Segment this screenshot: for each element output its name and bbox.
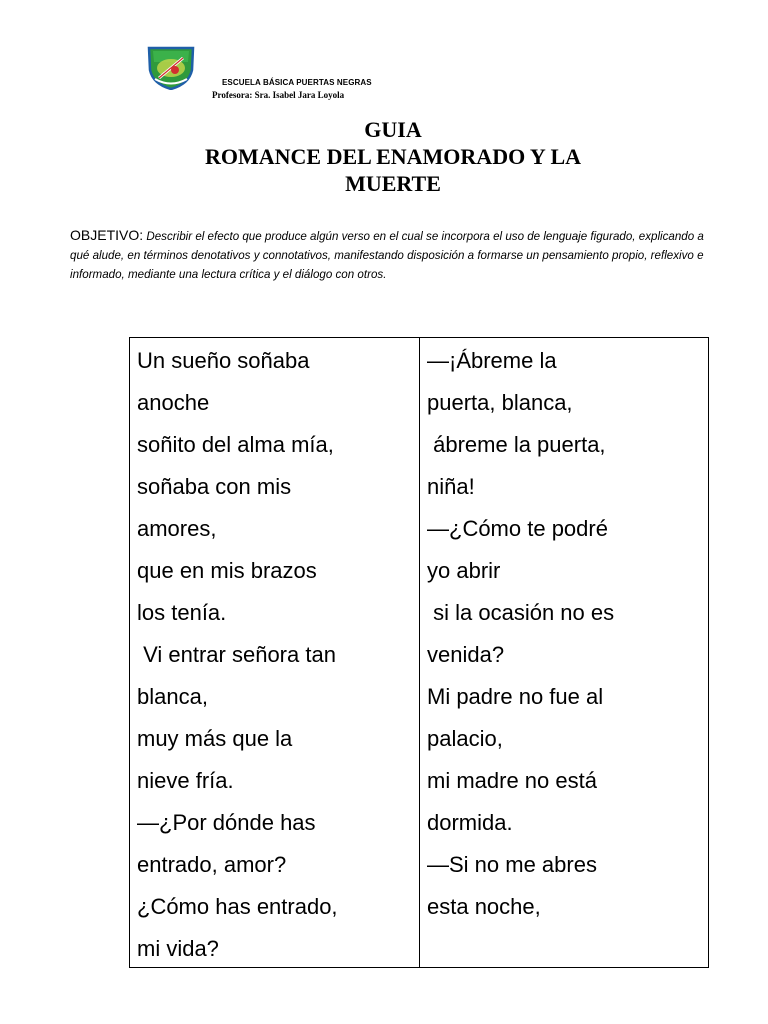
- poem-line: puerta, blanca,: [427, 390, 573, 415]
- objective-paragraph: [70, 226, 710, 284]
- poem-line: los tenía.: [137, 600, 227, 625]
- poem-line: nieve fría.: [137, 768, 234, 793]
- poem-line: ¿Cómo has entrado,: [137, 894, 338, 919]
- objective-text: Describir el efecto que produce algún verso en el cual se incorpora el uso de lenguaje figurado, explicando a qué alude, en términos denotativos y connotativos, manifestando disposición a formarse un pensamiento propio, reflexivo e informado, mediante una lectura crítica y el diálogo con otros.: [70, 230, 704, 281]
- poem-line: blanca,: [137, 684, 208, 709]
- poem-line: Un sueño soñaba: [137, 348, 310, 373]
- title-line-1: GUIA: [364, 117, 422, 142]
- poem-line: ábreme la puerta,: [427, 432, 606, 457]
- poem-line: Mi padre no fue al: [427, 684, 604, 709]
- school-logo-icon: [145, 44, 197, 90]
- poem-line: esta noche,: [427, 894, 541, 919]
- poem-line: soñaba con mis: [137, 474, 292, 499]
- poem-line: —Si no me abres: [427, 852, 597, 877]
- poem-line: —¿Cómo te podré: [427, 516, 608, 541]
- poem-line: que en mis brazos: [137, 558, 317, 583]
- teacher-name: Profesora: Sra. Isabel Jara Loyola: [212, 90, 345, 100]
- poem-line: niña!: [427, 474, 475, 499]
- poem-left-column: [130, 338, 420, 967]
- title-line-2: ROMANCE DEL ENAMORADO Y LA: [204, 144, 582, 169]
- poem-line: entrado, amor?: [137, 852, 287, 877]
- poem-line: anoche: [137, 390, 210, 415]
- poem-line: Vi entrar señora tan: [137, 642, 336, 667]
- poem-table: [129, 337, 709, 968]
- poem-line: soñito del alma mía,: [137, 432, 334, 457]
- poem-line: palacio,: [427, 726, 503, 751]
- poem-line: mi madre no está: [427, 768, 597, 793]
- page-title: [0, 116, 768, 197]
- poem-line: dormida.: [427, 810, 513, 835]
- title-line-3: MUERTE: [345, 171, 441, 196]
- poem-line: yo abrir: [427, 558, 501, 583]
- school-name: ESCUELA BÁSICA PUERTAS NEGRAS: [222, 78, 372, 87]
- poem-right-column: [420, 338, 708, 967]
- poem-line: —¡Ábreme la: [427, 348, 557, 373]
- poem-line: si la ocasión no es: [427, 600, 615, 625]
- poem-line: muy más que la: [137, 726, 293, 751]
- poem-line: venida?: [427, 642, 505, 667]
- poem-line: amores,: [137, 516, 217, 541]
- objective-label: OBJETIVO:: [70, 227, 144, 243]
- poem-line: mi vida?: [137, 936, 219, 961]
- poem-line: —¿Por dónde has: [137, 810, 316, 835]
